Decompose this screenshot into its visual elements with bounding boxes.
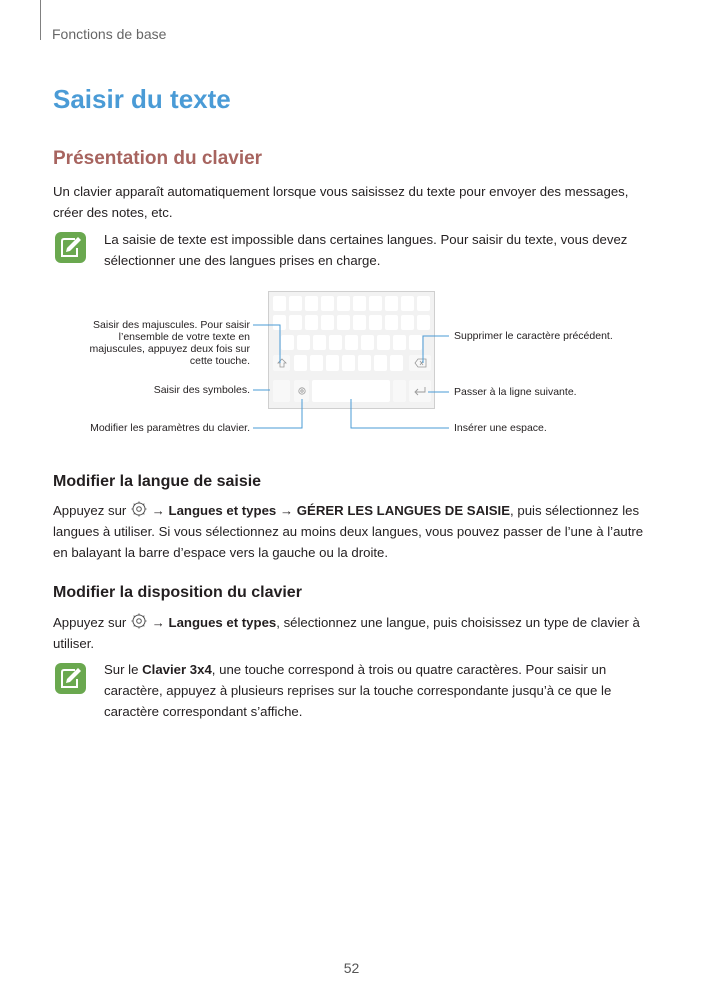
callout-enter: Passer à la ligne suivante. (454, 386, 577, 398)
settings-gear-icon (130, 612, 148, 630)
language-note: La saisie de texte est impossible dans certaines langues. Pour saisir du texte, vous devez sélectionner une des langues prises en charge. (104, 232, 628, 268)
note-icon (54, 231, 87, 264)
gear-icon (297, 386, 307, 396)
shift-icon (277, 358, 287, 368)
space-key (312, 380, 390, 402)
enter-icon (413, 386, 427, 396)
callout-symbols: Saisir des symboles. (153, 384, 250, 396)
intro-paragraph: Un clavier apparaît automatiquement lorsque vous saisissez du texte pour envoyer des messages, créer des notes, etc. (53, 184, 629, 220)
keyboard-illustration (268, 291, 435, 409)
section-header: Fonctions de base (52, 26, 167, 42)
page-number: 52 (343, 960, 360, 976)
callout-space: Insérer une espace. (454, 422, 547, 434)
backspace-icon (414, 358, 427, 368)
section-heading-keyboard-overview: Présentation du clavier (53, 148, 263, 169)
callout-shift: Saisir des majuscules. Pour saisir l’ensemble de votre texte en majuscules, appuyez deux fois sur cette touche. (89, 319, 250, 367)
note-icon (54, 662, 87, 695)
settings-gear-icon (130, 500, 148, 518)
symbols-key (273, 380, 290, 402)
change-layout-paragraph: Appuyez sur → Langues et types, sélectionnez une langue, puis choisissez un type de clavier à utiliser. (53, 612, 653, 654)
callout-settings: Modifier les paramètres du clavier. (90, 422, 250, 434)
change-language-paragraph: Appuyez sur → Langues et types → GÉRER LES LANGUES DE SAISIE, puis sélectionnez les langues à utiliser. Si vous sélectionnez au moins deux langues, vous pouvez passer de l’une à l’autre en balayant la barre d’espace vers la gauche ou la droite. (53, 500, 653, 563)
keyboard-3x4-note: Sur le Clavier 3x4, une touche correspond à trois ou quatre caractères. Pour saisir un caractère, appuyez à plusieurs reprises sur la touche correspondante jusqu’à ce que le caractère correspondant s’affiche. (104, 662, 612, 719)
heading-change-layout: Modifier la disposition du clavier (53, 584, 302, 601)
heading-change-language: Modifier la langue de saisie (53, 473, 262, 490)
page-title: Saisir du texte (53, 84, 231, 114)
callout-backspace: Supprimer le caractère précédent. (454, 330, 613, 342)
header-rule (40, 0, 41, 40)
